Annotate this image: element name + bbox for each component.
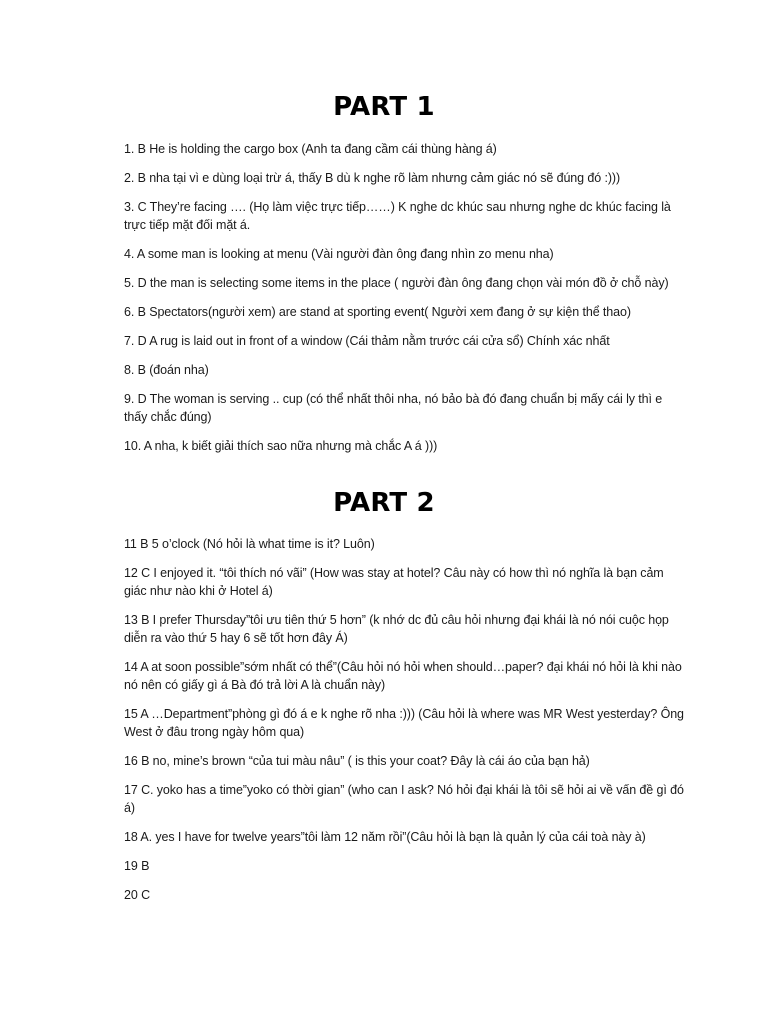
answer-item: 5. D the man is selecting some items in the place ( người đàn ông đang chọn vài món đồ ở chỗ này) xyxy=(124,276,669,290)
answer-item: 14 A at soon possible”sớm nhất có thể”(Câu hỏi nó hỏi when should…paper? đại khái nó hỏi là khi nào nó nên có giấy gì á Bà đó trả lời A là chuẩn này) xyxy=(124,660,682,692)
answer-item: 9. D The woman is serving .. cup (có thể nhất thôi nha, nó bảo bà đó đang chuẩn bị mấy cái ly thì e thấy chắc đúng) xyxy=(124,392,663,424)
answer-item: 8. B (đoán nha) xyxy=(124,363,209,377)
answer-item: 4. A some man is looking at menu (Vài người đàn ông đang nhìn zo menu nha) xyxy=(124,247,554,261)
part-1-heading: PART 1 xyxy=(333,92,435,122)
answer-item: 6. B Spectators(người xem) are stand at sporting event( Người xem đang ở sự kiện thể thao) xyxy=(124,305,631,319)
answer-item: 7. D A rug is laid out in front of a window (Cái thảm nằm trước cái cửa sổ) Chính xác nhất xyxy=(124,334,610,348)
answer-item: 19 B xyxy=(124,859,150,873)
part-2-answer-list xyxy=(124,535,684,915)
part-1-answer-list xyxy=(124,140,684,466)
answer-item: 12 C I enjoyed it. “tôi thích nó vãi” (How was stay at hotel? Câu này có how thì nó nghĩa là bạn cảm giác như nào khi ở Hotel á) xyxy=(124,566,664,598)
answer-item: 10. A nha, k biết giải thích sao nữa nhưng mà chắc A á ))) xyxy=(124,439,438,453)
answer-item: 2. B nha tại vì e dùng loại trừ á, thấy B dù k nghe rõ làm nhưng cảm giác nó sẽ đúng đó :))) xyxy=(124,171,621,185)
answer-item: 13 B I prefer Thursday”tôi ưu tiên thứ 5 hơn” (k nhớ dc đủ câu hỏi nhưng đại khái là nó nói cuộc họp diễn ra vào thứ 5 hay 6 sẽ tốt hơn đây Á) xyxy=(124,613,669,645)
answer-item: 11 B 5 o’clock (Nó hỏi là what time is it? Luôn) xyxy=(124,537,375,551)
answer-item: 1. B He is holding the cargo box (Anh ta đang cầm cái thùng hàng á) xyxy=(124,142,497,156)
part-2-heading: PART 2 xyxy=(333,488,435,518)
answer-item: 17 C. yoko has a time”yoko có thời gian” (who can I ask? Nó hỏi đại khái là tôi sẽ hỏi ai về vấn đề gì đó á) xyxy=(124,783,684,815)
answer-item: 16 B no, mine’s brown “của tui màu nâu” ( is this your coat? Đây là cái áo của bạn hả) xyxy=(124,754,590,768)
answer-item: 20 C xyxy=(124,888,151,902)
answer-item: 15 A …Department”phòng gì đó á e k nghe rõ nha :))) (Câu hỏi là where was MR West yesterday? Ông West ở đâu trong ngày hôm qua) xyxy=(124,707,684,739)
answer-item: 3. C They’re facing …. (Họ làm việc trực tiếp……) K nghe dc khúc sau nhưng nghe dc khúc facing là trực tiếp mặt đối mặt á. xyxy=(124,200,671,232)
answer-item: 18 A. yes I have for twelve years”tôi làm 12 năm rồi”(Câu hỏi là bạn là quản lý của cái toà này à) xyxy=(124,830,646,844)
